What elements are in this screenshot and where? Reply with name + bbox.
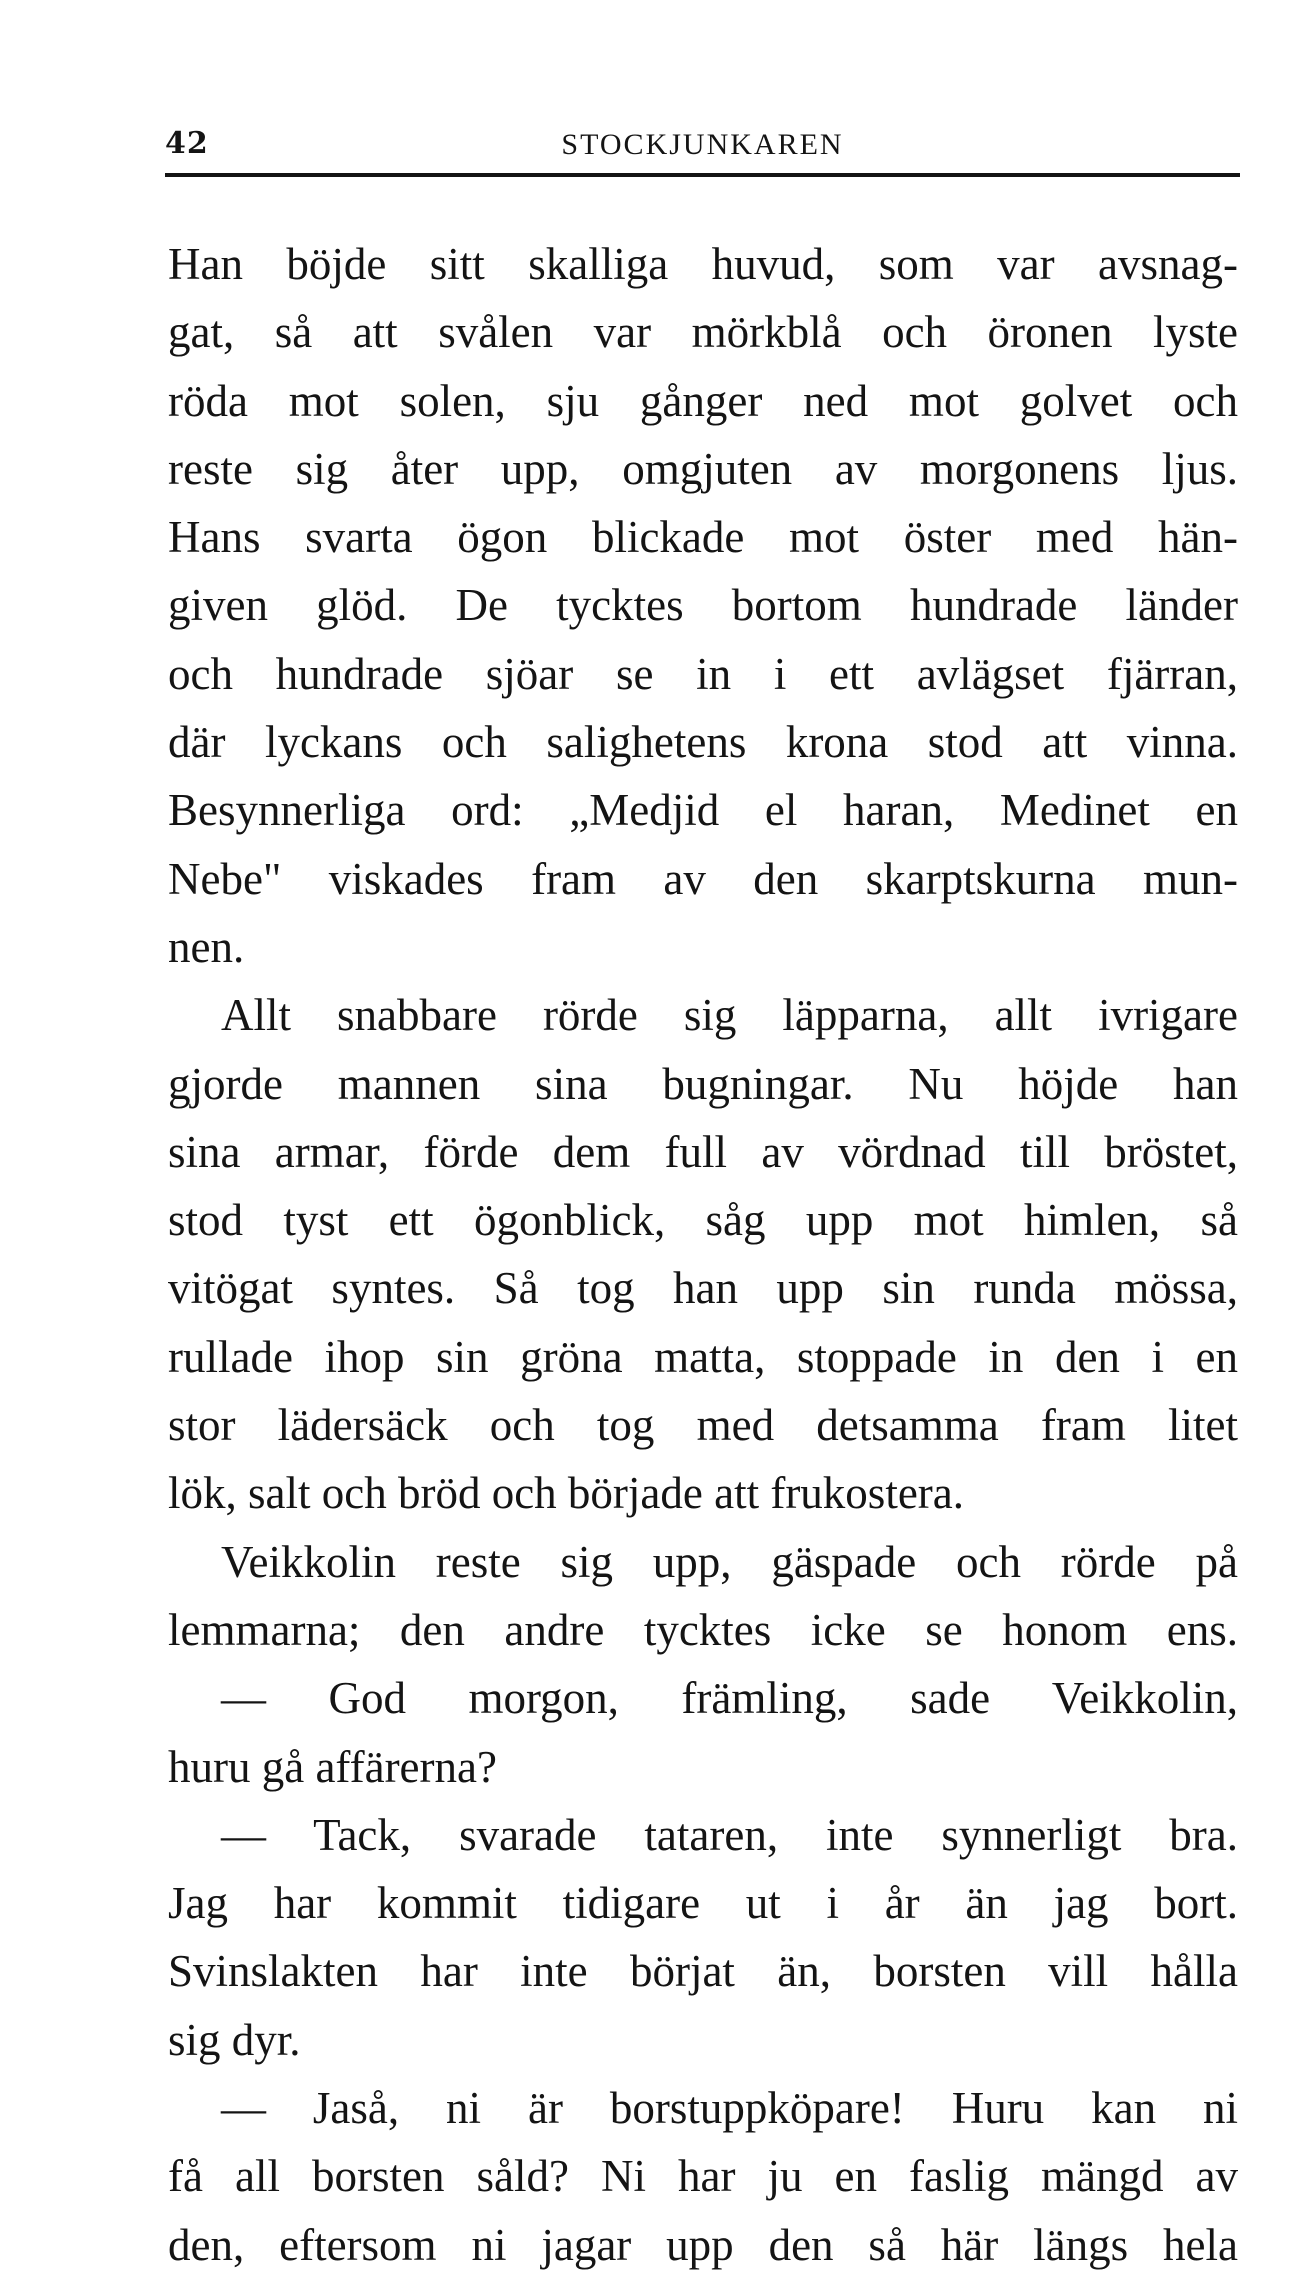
text-line: Svinslakten har inte börjat än, borsten vill hålla bbox=[168, 1946, 1238, 1997]
text-line: — Tack, svarade tataren, inte synnerligt bra. bbox=[221, 1809, 1238, 1860]
text-line: vitögat syntes. Så tog han upp sin runda mössa, bbox=[168, 1263, 1238, 1314]
text-line: den, eftersom ni jagar upp den så här längs hela bbox=[168, 2219, 1238, 2270]
text-line: Nebe" viskades fram av den skarptskurna mun- bbox=[168, 853, 1238, 904]
text-line: Hans svarta ögon blickade mot öster med hän- bbox=[168, 512, 1238, 563]
text-line: — God morgon, främling, sade Veikkolin, bbox=[221, 1673, 1238, 1724]
text-line: Allt snabbare rörde sig läpparna, allt ivrigare bbox=[221, 990, 1238, 1041]
text-line: lök, salt och bröd och började att frukostera. bbox=[168, 1468, 965, 1519]
text-line: — Jaså, ni är borstuppköpare! Huru kan ni bbox=[221, 2083, 1238, 2134]
text-line: stod tyst ett ögonblick, såg upp mot himlen, så bbox=[168, 1195, 1238, 1246]
running-head: STOCKJUNKAREN bbox=[561, 128, 844, 161]
header-rule bbox=[165, 173, 1240, 177]
text-line: där lyckans och salighetens krona stod att vinna. bbox=[168, 717, 1238, 768]
text-line: sina armar, förde dem full av vördnad till bröstet, bbox=[168, 1126, 1238, 1177]
text-line: rullade ihop sin gröna matta, stoppade in den i en bbox=[168, 1331, 1238, 1382]
page-header bbox=[165, 122, 1240, 168]
text-line: och hundrade sjöar se in i ett avlägset fjärran, bbox=[168, 648, 1238, 699]
text-line: huru gå affärerna? bbox=[168, 1741, 497, 1792]
text-line: lemmarna; den andre tycktes icke se honom ens. bbox=[168, 1604, 1238, 1655]
text-line: Veikkolin reste sig upp, gäspade och rörde på bbox=[221, 1536, 1238, 1587]
page-number: 42 bbox=[165, 126, 209, 161]
body-text bbox=[168, 230, 1238, 2279]
text-line: få all borsten såld? Ni har ju en faslig mängd av bbox=[168, 2151, 1238, 2202]
text-line: Han böjde sitt skalliga huvud, som var avsnag- bbox=[168, 239, 1238, 289]
text-line: reste sig åter upp, omgjuten av morgonens ljus. bbox=[168, 443, 1238, 494]
text-line: gat, så att svålen var mörkblå och öronen lyste bbox=[168, 307, 1238, 358]
text-line: sig dyr. bbox=[168, 2014, 301, 2065]
text-line: röda mot solen, sju gånger ned mot golvet och bbox=[168, 375, 1238, 426]
text-line: stor lädersäck och tog med detsamma fram litet bbox=[168, 1400, 1238, 1451]
text-line: gjorde mannen sina bugningar. Nu höjde han bbox=[168, 1058, 1238, 1109]
text-line: given glöd. De tycktes bortom hundrade länder bbox=[168, 580, 1238, 631]
text-line: nen. bbox=[168, 921, 245, 972]
text-line: Jag har kommit tidigare ut i år än jag bort. bbox=[168, 1878, 1238, 1929]
text-line: Besynnerliga ord: „Medjid el haran, Medinet en bbox=[168, 785, 1238, 836]
